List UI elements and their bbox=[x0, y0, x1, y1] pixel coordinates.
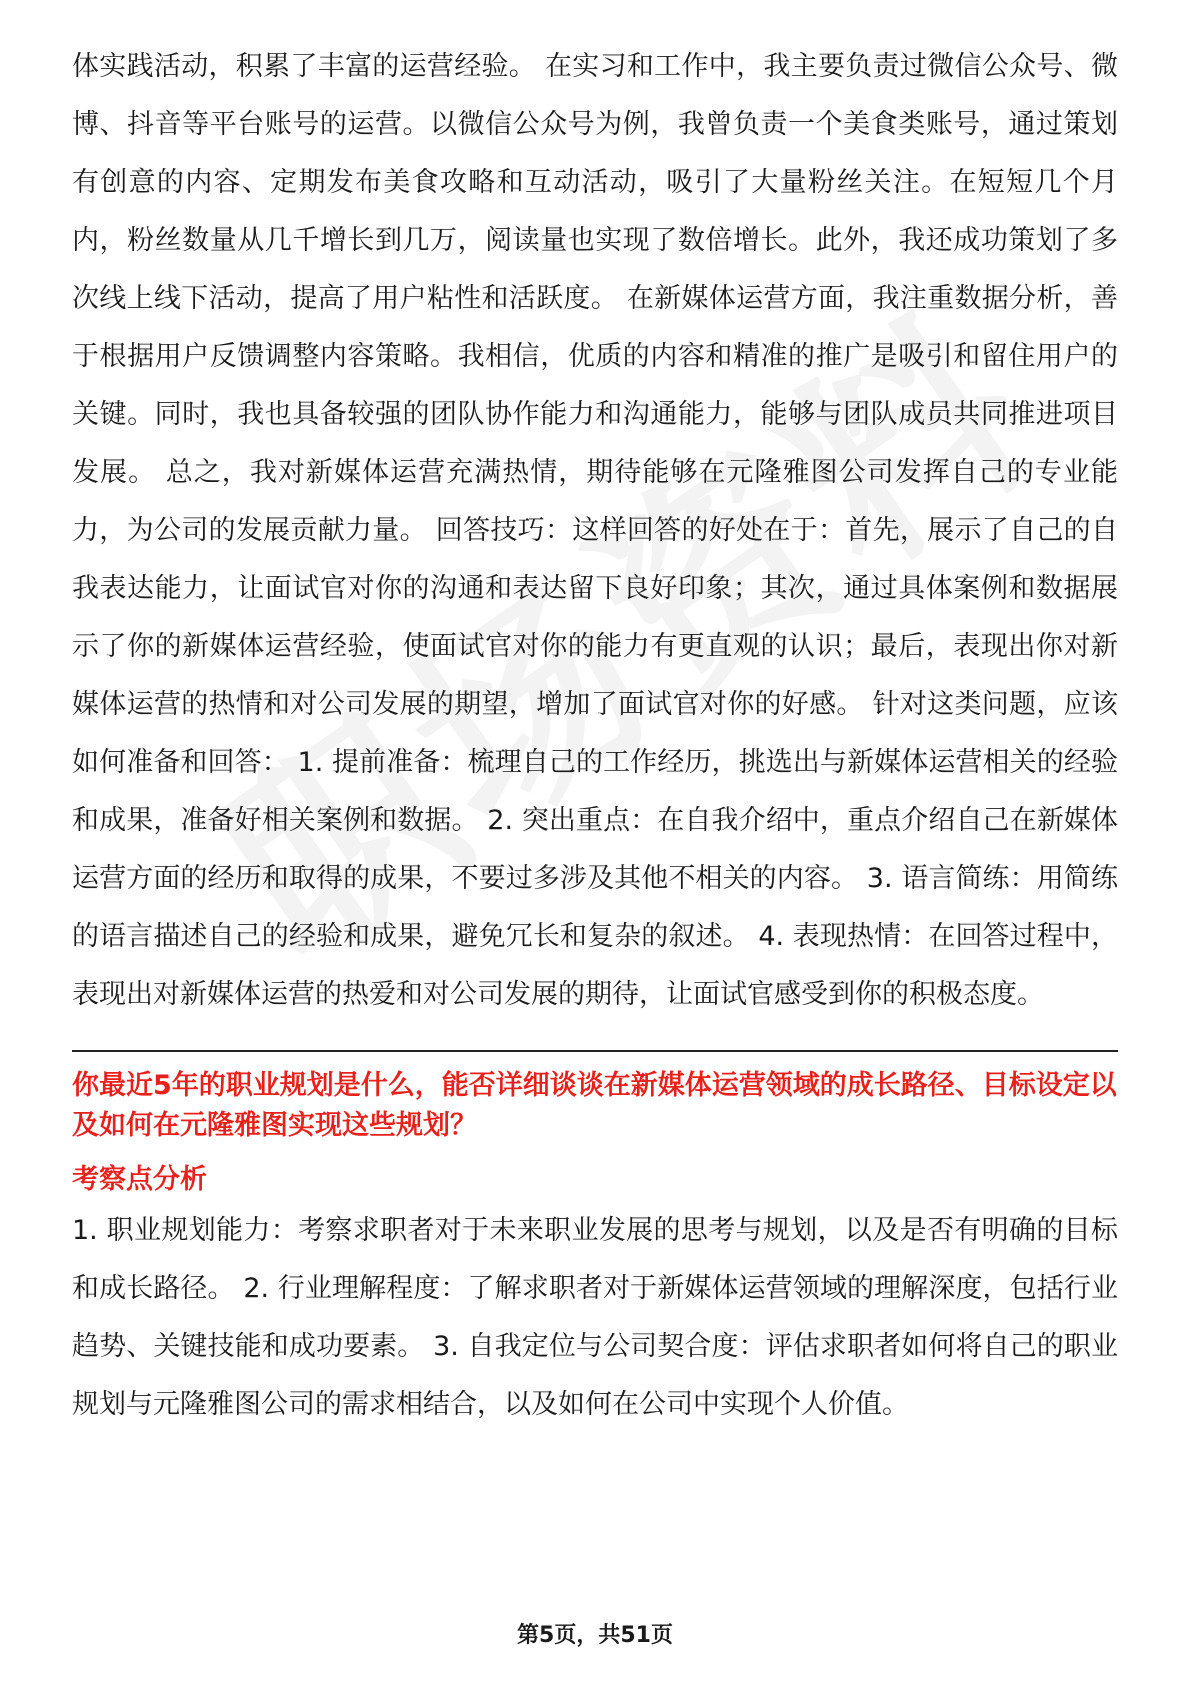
answer-continuation-paragraph: 体实践活动，积累了丰富的运营经验。 在实习和工作中，我主要负责过微信公众号、微博、抖音等平台账号的运营。以微信公众号为例，我曾负责一个美食类账号，通过策划有创意的内容、定期发布美食攻略和互动活动，吸引了大量粉丝关注。在短短几个月内，粉丝数量从几千增长到几万，阅读量也实现了数倍增长。此外，我还成功策划了多次线上线下活动，提高了用户粘性和活跃度。 在新媒体运营方面，我注重数据分析，善于根据用户反馈调整内容策略。我相信，优质的内容和精准的推广是吸引和留住用户的关键。同时，我也具备较强的团队协作能力和沟通能力，能够与团队成员共同推进项目发展。 总之，我对新媒体运营充满热情，期待能够在元隆雅图公司发挥自己的专业能力，为公司的发展贡献力量。 回答技巧：这样回答的好处在于：首先，展示了自己的自我表达能力，让面试官对你的沟通和表达留下良好印象；其次，通过具体案例和数据展示了你的新媒体运营经验，使面试官对你的能力有更直观的认识；最后，表现出你对新媒体运营的热情和对公司发展的期望，增加了面试官对你的好感。 针对这类问题，应该如何准备和回答： 1. 提前准备：梳理自己的工作经历，挑选出与新媒体运营相关的经验和成果，准备好相关案例和数据。 2. 突出重点：在自我介绍中，重点介绍自己在新媒体运营方面的经历和取得的成果，不要过多涉及其他不相关的内容。 3. 语言简练：用简练的语言描述自己的经验和成果，避免冗长和复杂的叙述。 4. 表现热情：在回答过程中，表现出对新媒体运营的热爱和对公司发展的期待，让面试官感受到你的积极态度。 bbox=[72, 51, 1118, 1010]
page-content bbox=[72, 38, 1118, 1434]
analysis-paragraph: 1. 职业规划能力：考察求职者对于未来职业发展的思考与规划，以及是否有明确的目标和成长路径。 2. 行业理解程度：了解求职者对于新媒体运营领域的理解深度，包括行业趋势、关键技能和成功要素。 3. 自我定位与公司契合度：评估求职者如何将自己的职业规划与元隆雅图公司的需求相结合，以及如何在公司中实现个人价值。 bbox=[72, 1215, 1118, 1420]
page-number-footer: 第5页，共51页 bbox=[517, 1623, 673, 1648]
interview-question: 你最近5年的职业规划是什么，能否详细谈谈在新媒体运营领域的成长路径、目标设定以及如何在元隆雅图实现这些规划？ bbox=[72, 1070, 1117, 1141]
section-divider bbox=[72, 1050, 1118, 1052]
analysis-heading: 考察点分析 bbox=[72, 1164, 207, 1195]
